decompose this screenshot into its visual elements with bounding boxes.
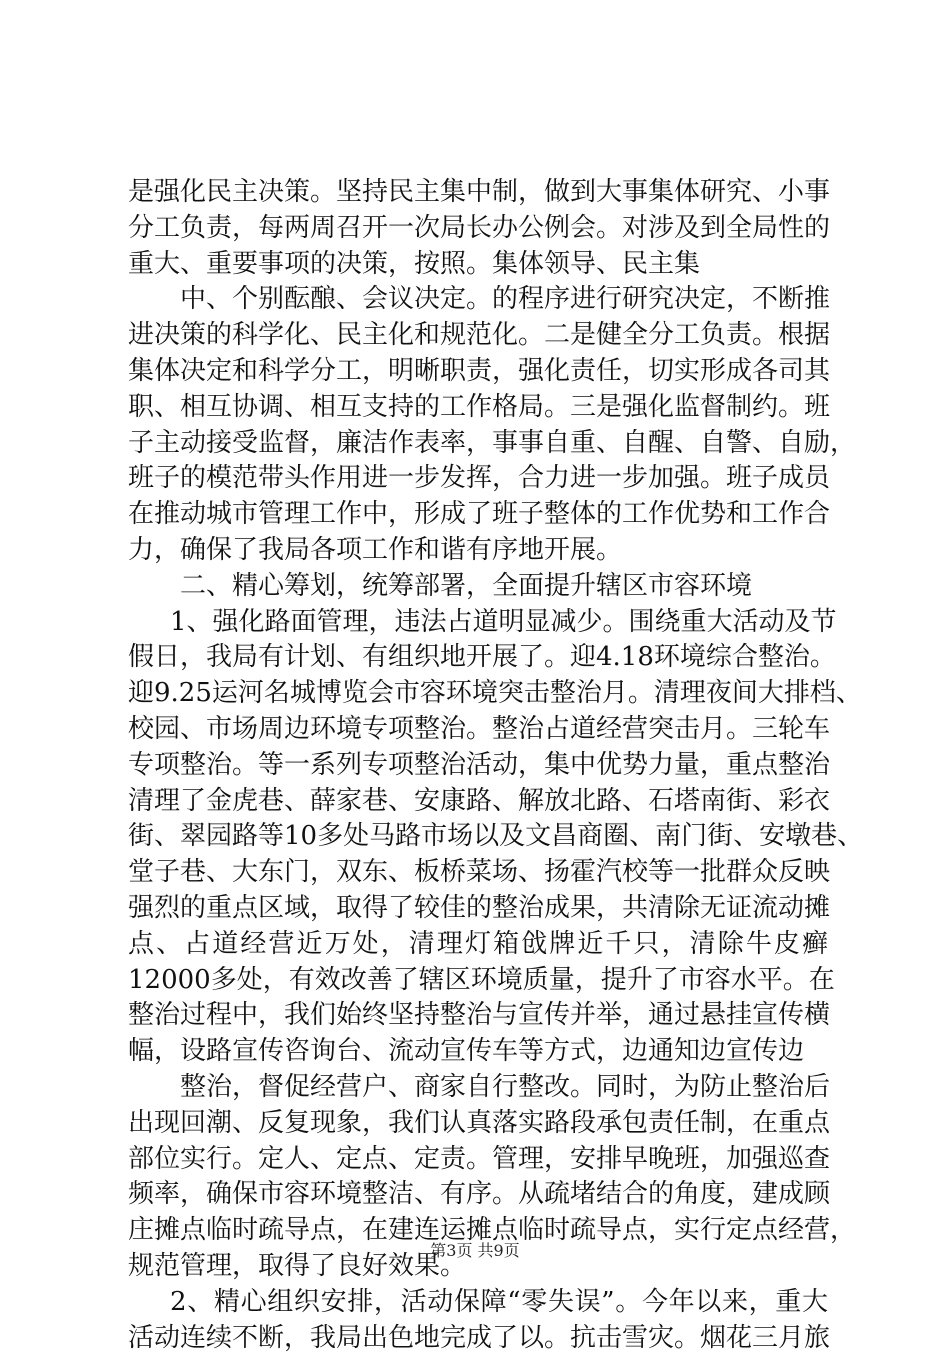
- text-line: 是强化民主决策。坚持民主集中制，做到大事集体研究、小事: [128, 175, 828, 211]
- text-line: 幅，设路宣传咨询台、流动宣传车等方式，边通知边宣传边: [128, 1034, 828, 1070]
- text-line: 街、翠园路等10多处马路市场以及文昌商圈、南门街、安墩巷、: [128, 819, 828, 855]
- text-line: 1、强化路面管理，违法占道明显减少。围绕重大活动及节: [128, 605, 828, 641]
- text-line: 子主动接受监督，廉洁作表率，事事自重、自醒、自警、自励，: [128, 426, 828, 462]
- text-line: 分工负责，每两周召开一次局长办公例会。对涉及到全局性的: [128, 211, 828, 247]
- text-line: 进决策的科学化、民主化和规范化。二是健全分工负责。根据: [128, 318, 828, 354]
- text-line: 重大、重要事项的决策，按照。集体领导、民主集: [128, 247, 828, 283]
- text-line: 12000多处，有效改善了辖区环境质量，提升了市容水平。在: [128, 963, 828, 999]
- text-line: 庄摊点临时疏导点，在建连运摊点临时疏导点，实行定点经营，: [128, 1213, 828, 1249]
- text-line: 活动连续不断，我局出色地完成了以。抗击雪灾。烟花三月旅: [128, 1321, 828, 1356]
- text-line: 整治过程中，我们始终坚持整治与宣传并举，通过悬挂宣传横: [128, 998, 828, 1034]
- text-line: 出现回潮、反复现象，我们认真落实路段承包责任制，在重点: [128, 1106, 828, 1142]
- text-line: 校园、市场周边环境专项整治。整治占道经营突击月。三轮车: [128, 712, 828, 748]
- section-heading: 二、精心筹划，统筹部署，全面提升辖区市容环境: [128, 569, 828, 605]
- text-line: 职、相互协调、相互支持的工作格局。三是强化监督制约。班: [128, 390, 828, 426]
- document-body: [128, 175, 828, 1356]
- text-line: 2、精心组织安排，活动保障“零失误”。今年以来，重大: [128, 1285, 828, 1321]
- text-line: 班子的模范带头作用进一步发挥，合力进一步加强。班子成员: [128, 461, 828, 497]
- text-line: 中、个别酝酿、会议决定。的程序进行研究决定，不断推: [128, 282, 828, 318]
- text-line: 清理了金虎巷、薛家巷、安康路、解放北路、石塔南街、彩衣: [128, 784, 828, 820]
- text-line: 堂子巷、大东门，双东、板桥菜场、扬霍汽校等一批群众反映: [128, 855, 828, 891]
- text-line: 力，确保了我局各项工作和谐有序地开展。: [128, 533, 828, 569]
- text-line: 规范管理，取得了良好效果。: [128, 1249, 828, 1285]
- text-line: 部位实行。定人、定点、定责。管理，安排早晚班，加强巡查: [128, 1142, 828, 1178]
- text-line: 在推动城市管理工作中，形成了班子整体的工作优势和工作合: [128, 497, 828, 533]
- text-line: 迎9.25运河名城博览会市容环境突击整治月。清理夜间大排档、: [128, 676, 828, 712]
- text-line: 频率，确保市容环境整洁、有序。从疏堵结合的角度，建成顾: [128, 1177, 828, 1213]
- page-number-footer: 第3页 共9页: [0, 1238, 950, 1261]
- text-line: 专项整治。等一系列专项整治活动，集中优势力量，重点整治: [128, 748, 828, 784]
- text-line: 假日，我局有计划、有组织地开展了。迎4.18环境综合整治。: [128, 640, 828, 676]
- text-line: 强烈的重点区域，取得了较佳的整治成果，共清除无证流动摊: [128, 891, 828, 927]
- text-line: 点、占道经营近万处，清理灯箱戗牌近千只，清除牛皮癣: [128, 927, 828, 963]
- text-line: 集体决定和科学分工，明晰职责，强化责任，切实形成各司其: [128, 354, 828, 390]
- text-line: 整治，督促经营户、商家自行整改。同时，为防止整治后: [128, 1070, 828, 1106]
